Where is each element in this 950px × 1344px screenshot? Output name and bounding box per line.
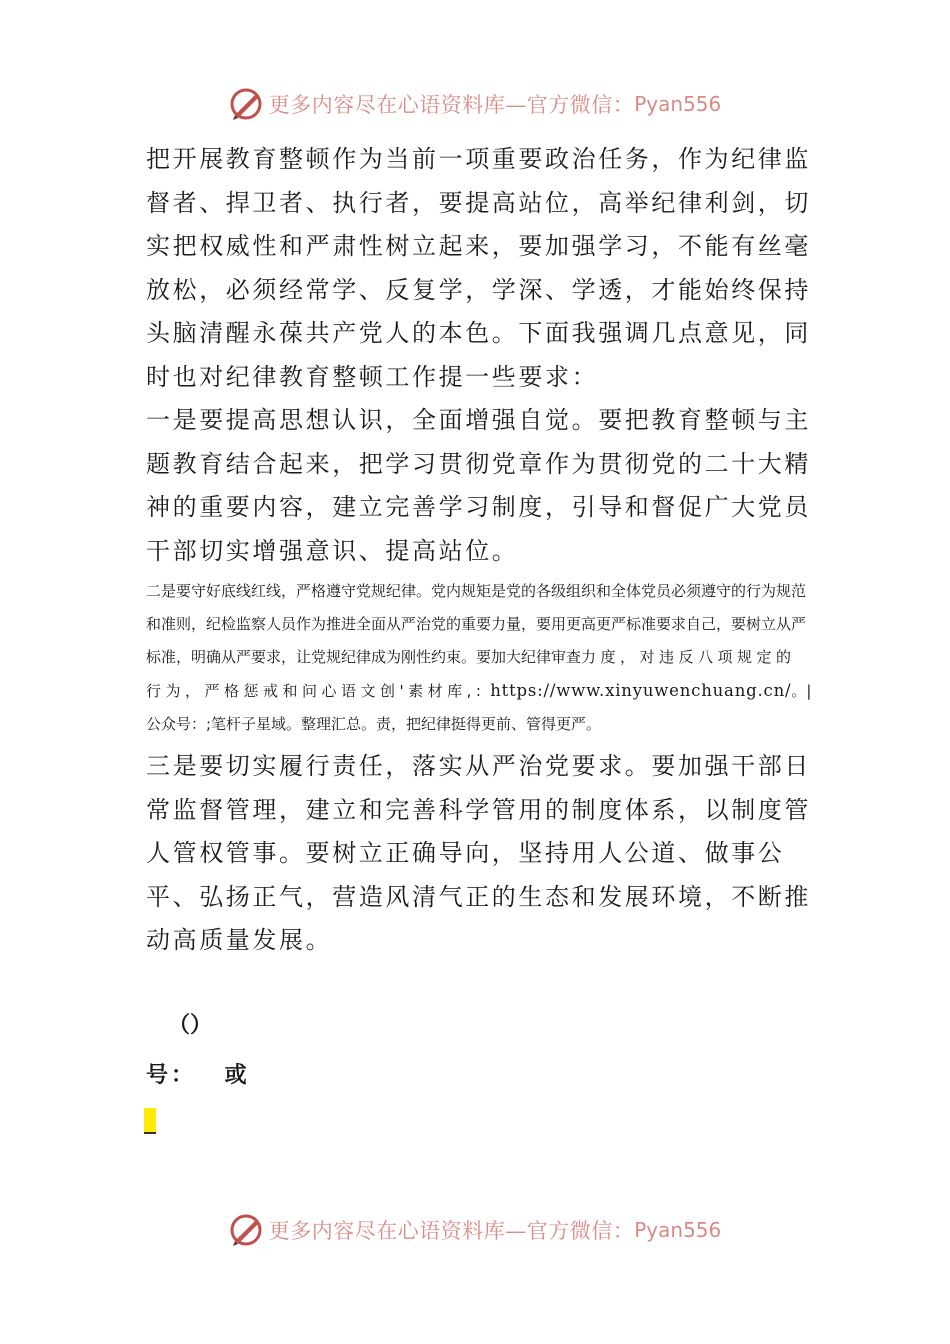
banner-text: 更多内容尽在心语资料库—官方微信：: [268, 1219, 635, 1243]
footer-banner: [0, 1208, 950, 1252]
empty-brackets: （）: [168, 1013, 213, 1038]
pen-logo-icon: [229, 87, 263, 121]
paragraph-intro: 把开展教育整顿作为当前一项重要政治任务，作为纪律监督者、捍卫者、执行者，要提高站位，高举纪律利剑，切实把权威性和严肃性树立起来，要加强学习，不能有丝毫放松，必须经常学、反复学，学深、学透，才能始终保持头脑清醒永葆共产党人的本色。下面我强调几点意见，同时也对纪律教育整顿工作提一些要求：: [146, 145, 811, 391]
number-label: 号： 或: [146, 1062, 250, 1088]
banner-text: 更多内容尽在心语资料库—官方微信：: [268, 93, 635, 117]
header-banner: [0, 82, 950, 126]
paragraph-point-one: 一是要提高思想认识，全面增强自觉。要把教育整顿与主题教育结合起来，把学习贯彻党章作为贯彻党的二十大精神的重要内容，建立完善学习制度，引导和督促广大党员干部切实增强意识、提高站位。: [146, 406, 811, 565]
point-two-text-b: 力度，对违反八项规定的行为，严格惩戒和问心语文创'素材库,:: [146, 648, 796, 700]
highlight-cursor-mark: [144, 1108, 156, 1134]
document-body: [146, 138, 814, 963]
point-two-url: https://www.xinyuwenchuang.cn/: [490, 681, 792, 700]
point-two-text-a: 二是要守好底线红线，严格遵守党规纪律。党内规矩是党的各级组织和全体党员必须遵守的行为规范和准则，纪检监察人员作为推进全面从严治党的重要力量，要用更高更严标准要求自己，要树立从严标准，明确从严要求，让党规纪律成为刚性约束。要加大纪律审查: [146, 582, 807, 666]
paragraph-point-two: [146, 575, 814, 741]
pen-logo-icon: [229, 1213, 263, 1247]
banner-wechat-id: Pyan556: [634, 92, 722, 116]
point-two-text-c: 。|公众号：;笔杆子星域。整理汇总。责，把纪律挺得更前、管得更严。: [146, 682, 812, 733]
paragraph-point-three: 三是要切实履行责任，落实从严治党要求。要加强干部日常监督管理，建立和完善科学管用的制度体系，以制度管人管权管事。要树立正确导向，坚持用人公道、做事公平、弘扬正气，营造风清气正的生态和发展环境，不断推动高质量发展。: [146, 752, 811, 954]
banner-wechat-id: Pyan556: [634, 1218, 722, 1242]
